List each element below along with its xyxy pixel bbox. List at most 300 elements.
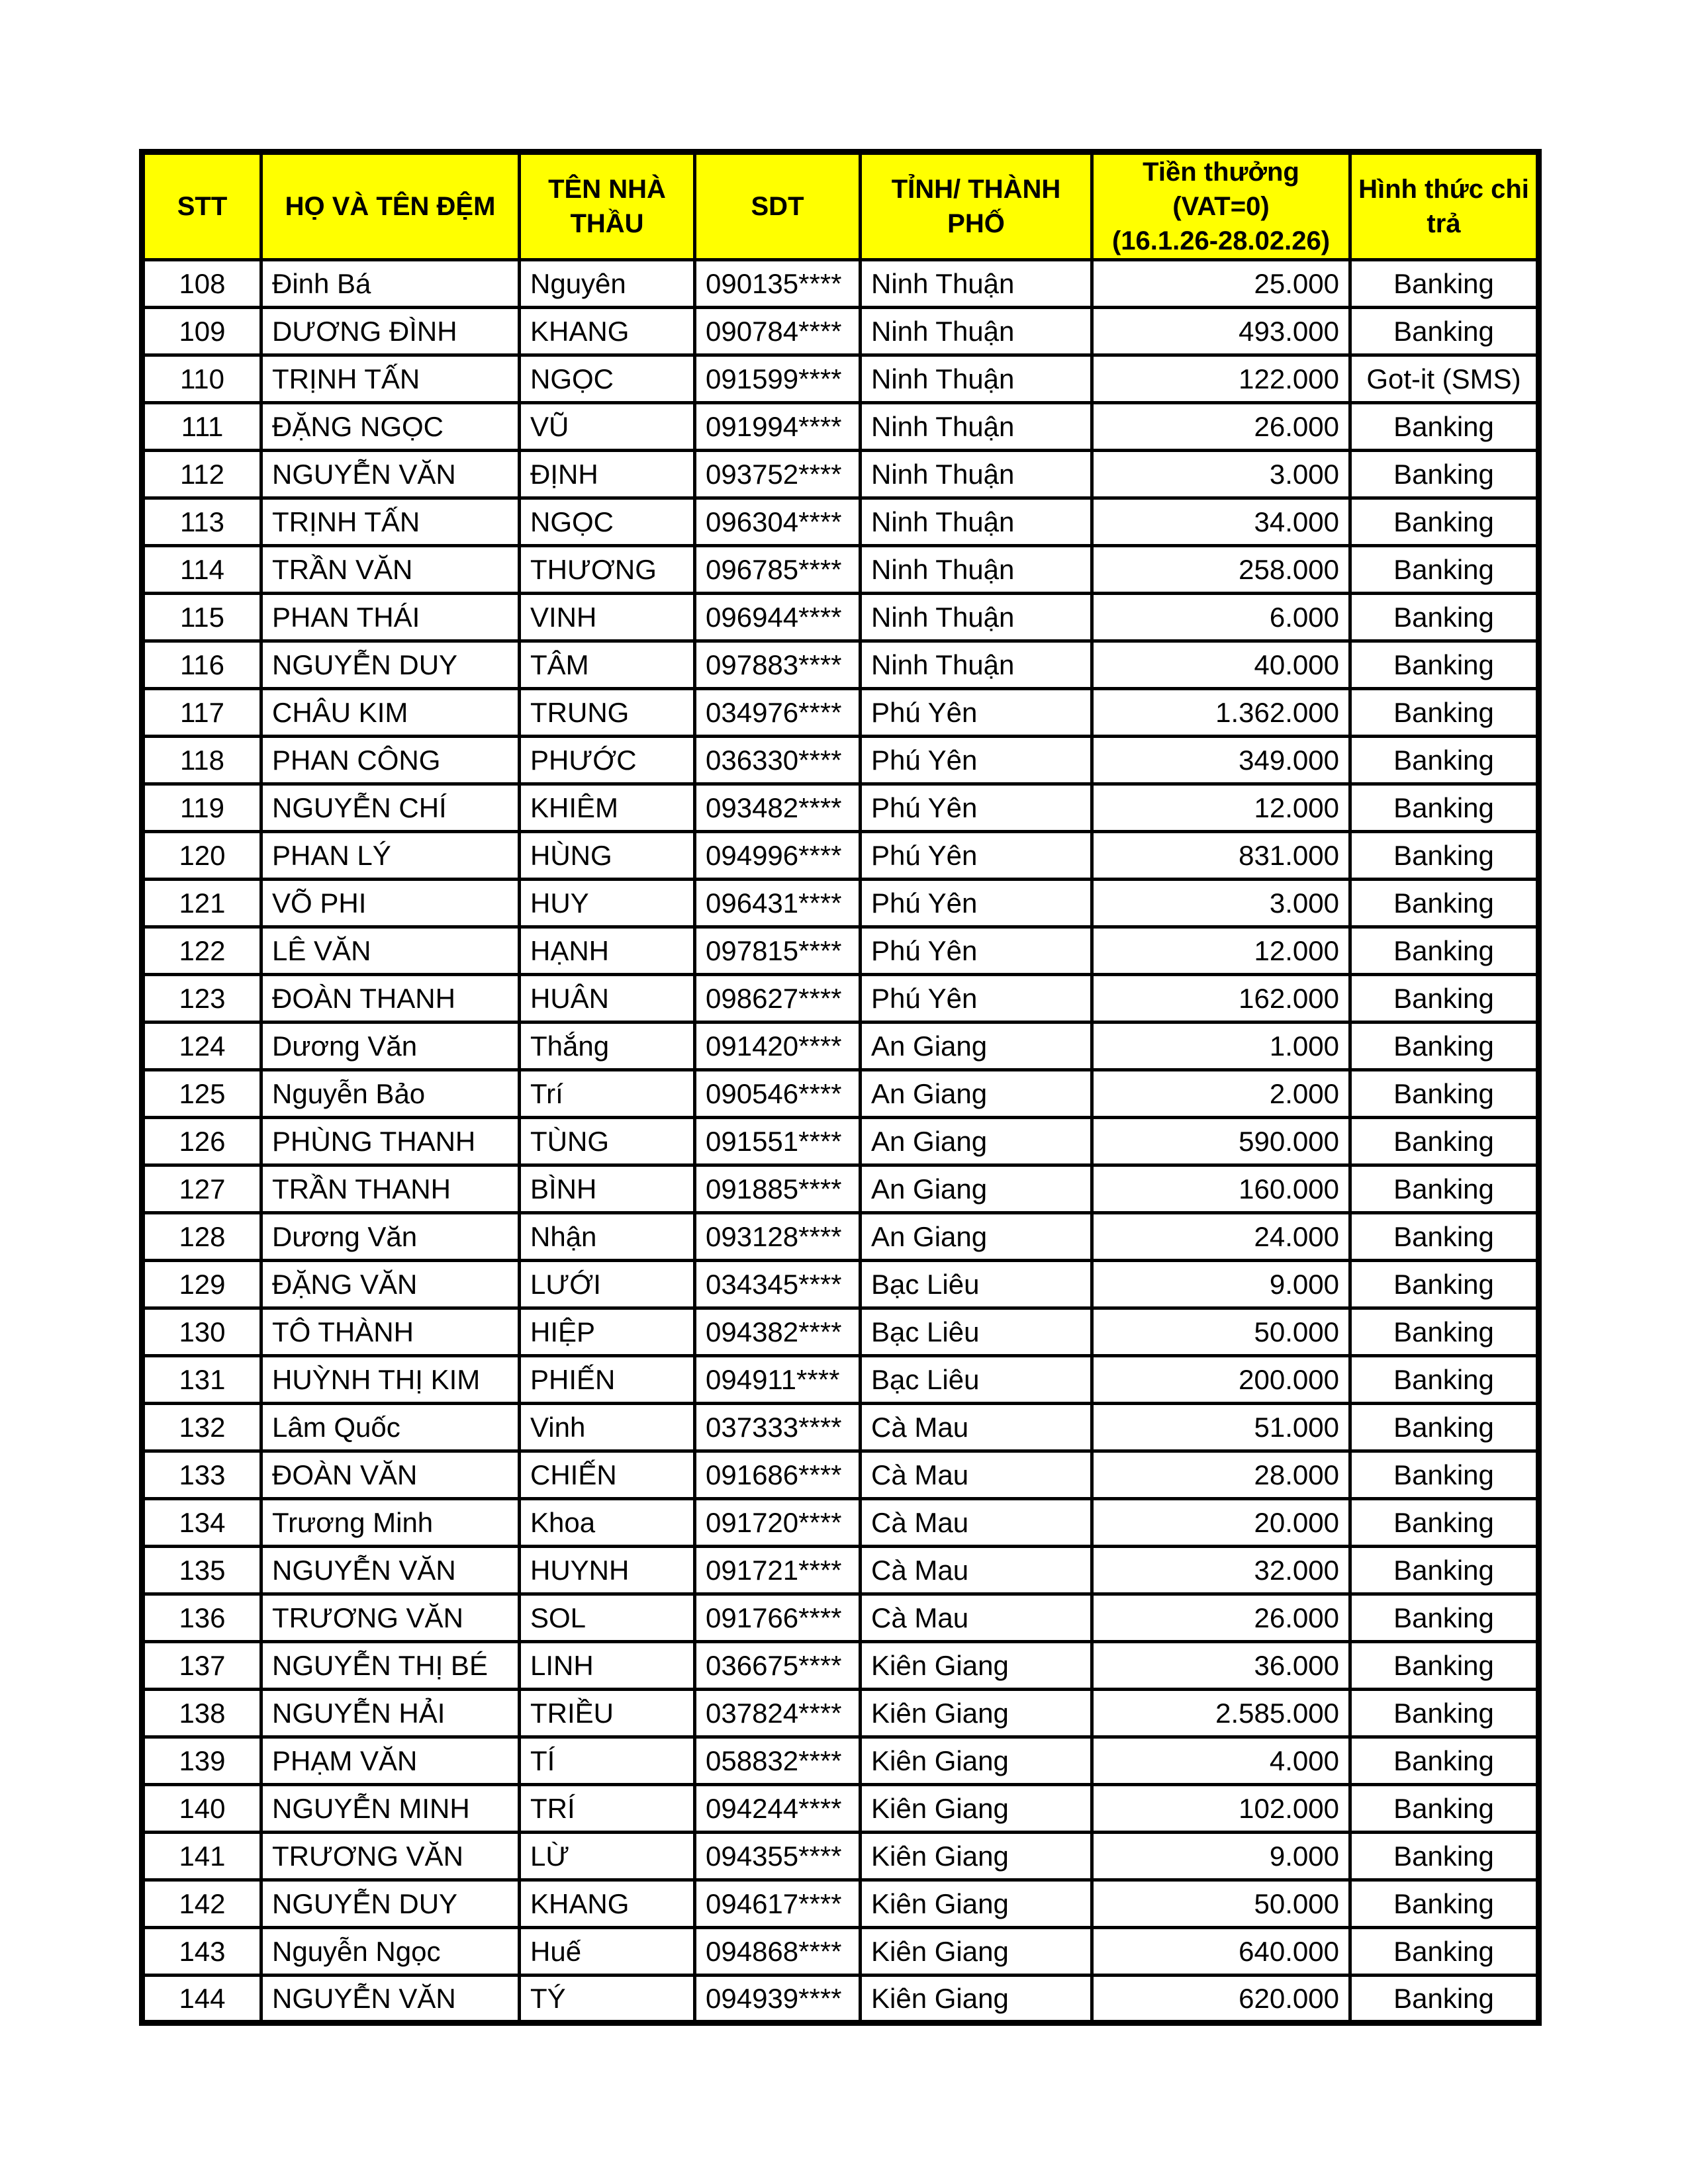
cell-ten-nha-thau: LINH bbox=[520, 1642, 695, 1690]
header-row bbox=[142, 152, 1539, 260]
cell-ho-va-ten-dem: TÔ THÀNH bbox=[261, 1308, 520, 1356]
table-row bbox=[142, 355, 1539, 403]
cell-stt: 117 bbox=[142, 689, 261, 737]
cell-sdt: 096431**** bbox=[695, 880, 861, 927]
cell-tien-thuong: 160.000 bbox=[1092, 1165, 1350, 1213]
cell-stt: 127 bbox=[142, 1165, 261, 1213]
cell-stt: 134 bbox=[142, 1499, 261, 1547]
table-row bbox=[142, 1547, 1539, 1594]
cell-stt: 137 bbox=[142, 1642, 261, 1690]
cell-tien-thuong: 36.000 bbox=[1092, 1642, 1350, 1690]
table-row bbox=[142, 1165, 1539, 1213]
cell-ten-nha-thau: HẠNH bbox=[520, 927, 695, 975]
cell-ho-va-ten-dem: NGUYỄN VĂN bbox=[261, 1976, 520, 2023]
table-row bbox=[142, 1499, 1539, 1547]
cell-stt: 125 bbox=[142, 1070, 261, 1118]
prize-table bbox=[139, 149, 1542, 2026]
cell-hinh-thuc-chi-tra: Banking bbox=[1350, 403, 1539, 451]
cell-tinh-thanh-pho: Kiên Giang bbox=[861, 1690, 1092, 1737]
cell-hinh-thuc-chi-tra: Banking bbox=[1350, 546, 1539, 594]
cell-tinh-thanh-pho: Ninh Thuận bbox=[861, 308, 1092, 355]
cell-hinh-thuc-chi-tra: Banking bbox=[1350, 1928, 1539, 1976]
cell-ten-nha-thau: PHIẾN bbox=[520, 1356, 695, 1404]
cell-sdt: 097883**** bbox=[695, 641, 861, 689]
cell-sdt: 094996**** bbox=[695, 832, 861, 880]
cell-hinh-thuc-chi-tra: Banking bbox=[1350, 1690, 1539, 1737]
cell-tien-thuong: 9.000 bbox=[1092, 1833, 1350, 1880]
cell-stt: 120 bbox=[142, 832, 261, 880]
cell-sdt: 091720**** bbox=[695, 1499, 861, 1547]
cell-sdt: 094617**** bbox=[695, 1880, 861, 1928]
table-row bbox=[142, 1690, 1539, 1737]
table-row bbox=[142, 451, 1539, 498]
cell-sdt: 091686**** bbox=[695, 1451, 861, 1499]
cell-tien-thuong: 32.000 bbox=[1092, 1547, 1350, 1594]
table-row bbox=[142, 498, 1539, 546]
cell-hinh-thuc-chi-tra: Banking bbox=[1350, 1880, 1539, 1928]
cell-hinh-thuc-chi-tra: Banking bbox=[1350, 1833, 1539, 1880]
cell-ten-nha-thau: TÍ bbox=[520, 1737, 695, 1785]
cell-tinh-thanh-pho: Cà Mau bbox=[861, 1547, 1092, 1594]
table-row bbox=[142, 784, 1539, 832]
cell-tinh-thanh-pho: Cà Mau bbox=[861, 1451, 1092, 1499]
cell-tinh-thanh-pho: Kiên Giang bbox=[861, 1880, 1092, 1928]
cell-ten-nha-thau: THƯƠNG bbox=[520, 546, 695, 594]
cell-tien-thuong: 12.000 bbox=[1092, 784, 1350, 832]
cell-hinh-thuc-chi-tra: Banking bbox=[1350, 641, 1539, 689]
table-row bbox=[142, 641, 1539, 689]
table-row bbox=[142, 1213, 1539, 1261]
cell-hinh-thuc-chi-tra: Banking bbox=[1350, 1737, 1539, 1785]
cell-tinh-thanh-pho: Phú Yên bbox=[861, 737, 1092, 784]
cell-stt: 109 bbox=[142, 308, 261, 355]
cell-ho-va-ten-dem: Nguyễn Ngọc bbox=[261, 1928, 520, 1976]
cell-sdt: 091420**** bbox=[695, 1023, 861, 1070]
table-row bbox=[142, 832, 1539, 880]
cell-tinh-thanh-pho: Phú Yên bbox=[861, 880, 1092, 927]
table-row bbox=[142, 880, 1539, 927]
table-row bbox=[142, 1023, 1539, 1070]
header-sdt: SDT bbox=[695, 152, 861, 260]
cell-sdt: 094244**** bbox=[695, 1785, 861, 1833]
cell-ho-va-ten-dem: HUỲNH THỊ KIM bbox=[261, 1356, 520, 1404]
cell-hinh-thuc-chi-tra: Banking bbox=[1350, 975, 1539, 1023]
cell-sdt: 093482**** bbox=[695, 784, 861, 832]
cell-hinh-thuc-chi-tra: Banking bbox=[1350, 594, 1539, 641]
cell-ho-va-ten-dem: ĐẶNG VĂN bbox=[261, 1261, 520, 1308]
cell-stt: 115 bbox=[142, 594, 261, 641]
cell-sdt: 091885**** bbox=[695, 1165, 861, 1213]
cell-sdt: 094868**** bbox=[695, 1928, 861, 1976]
cell-tien-thuong: 620.000 bbox=[1092, 1976, 1350, 2023]
cell-ten-nha-thau: Nguyên bbox=[520, 260, 695, 308]
cell-tinh-thanh-pho: Ninh Thuận bbox=[861, 403, 1092, 451]
cell-tien-thuong: 349.000 bbox=[1092, 737, 1350, 784]
cell-sdt: 094939**** bbox=[695, 1976, 861, 2023]
cell-hinh-thuc-chi-tra: Banking bbox=[1350, 1261, 1539, 1308]
cell-hinh-thuc-chi-tra: Banking bbox=[1350, 308, 1539, 355]
cell-stt: 135 bbox=[142, 1547, 261, 1594]
cell-tien-thuong: 20.000 bbox=[1092, 1499, 1350, 1547]
table-row bbox=[142, 1261, 1539, 1308]
header-hinh-thuc-chi-tra: Hình thức chi trả bbox=[1350, 152, 1539, 260]
cell-tien-thuong: 590.000 bbox=[1092, 1118, 1350, 1165]
cell-ten-nha-thau: KHANG bbox=[520, 308, 695, 355]
table-row bbox=[142, 927, 1539, 975]
cell-tinh-thanh-pho: Ninh Thuận bbox=[861, 498, 1092, 546]
cell-sdt: 098627**** bbox=[695, 975, 861, 1023]
cell-ten-nha-thau: HÙNG bbox=[520, 832, 695, 880]
cell-sdt: 097815**** bbox=[695, 927, 861, 975]
cell-tinh-thanh-pho: Kiên Giang bbox=[861, 1737, 1092, 1785]
cell-ten-nha-thau: VŨ bbox=[520, 403, 695, 451]
cell-ten-nha-thau: HUY bbox=[520, 880, 695, 927]
cell-tien-thuong: 50.000 bbox=[1092, 1880, 1350, 1928]
table-row bbox=[142, 689, 1539, 737]
cell-tien-thuong: 2.000 bbox=[1092, 1070, 1350, 1118]
cell-sdt: 036330**** bbox=[695, 737, 861, 784]
cell-hinh-thuc-chi-tra: Banking bbox=[1350, 1499, 1539, 1547]
cell-stt: 123 bbox=[142, 975, 261, 1023]
table-body bbox=[142, 260, 1539, 2023]
cell-ho-va-ten-dem: LÊ VĂN bbox=[261, 927, 520, 975]
cell-hinh-thuc-chi-tra: Banking bbox=[1350, 784, 1539, 832]
cell-tinh-thanh-pho: Phú Yên bbox=[861, 689, 1092, 737]
cell-tinh-thanh-pho: An Giang bbox=[861, 1165, 1092, 1213]
cell-tinh-thanh-pho: Cà Mau bbox=[861, 1404, 1092, 1451]
cell-stt: 142 bbox=[142, 1880, 261, 1928]
cell-ten-nha-thau: Trí bbox=[520, 1070, 695, 1118]
table-row bbox=[142, 1880, 1539, 1928]
cell-hinh-thuc-chi-tra: Banking bbox=[1350, 1213, 1539, 1261]
cell-ho-va-ten-dem: NGUYỄN VĂN bbox=[261, 1547, 520, 1594]
cell-ho-va-ten-dem: Trương Minh bbox=[261, 1499, 520, 1547]
cell-hinh-thuc-chi-tra: Banking bbox=[1350, 832, 1539, 880]
cell-hinh-thuc-chi-tra: Banking bbox=[1350, 737, 1539, 784]
cell-stt: 118 bbox=[142, 737, 261, 784]
cell-sdt: 091721**** bbox=[695, 1547, 861, 1594]
cell-tien-thuong: 12.000 bbox=[1092, 927, 1350, 975]
cell-stt: 112 bbox=[142, 451, 261, 498]
table-row bbox=[142, 1928, 1539, 1976]
cell-stt: 136 bbox=[142, 1594, 261, 1642]
cell-tinh-thanh-pho: Ninh Thuận bbox=[861, 546, 1092, 594]
cell-ten-nha-thau: LƯỚI bbox=[520, 1261, 695, 1308]
cell-tinh-thanh-pho: Kiên Giang bbox=[861, 1976, 1092, 2023]
cell-ho-va-ten-dem: NGUYỄN HẢI bbox=[261, 1690, 520, 1737]
cell-ten-nha-thau: Huế bbox=[520, 1928, 695, 1976]
cell-tien-thuong: 3.000 bbox=[1092, 880, 1350, 927]
cell-ten-nha-thau: TRIỀU bbox=[520, 1690, 695, 1737]
cell-stt: 128 bbox=[142, 1213, 261, 1261]
cell-tien-thuong: 102.000 bbox=[1092, 1785, 1350, 1833]
cell-tien-thuong: 200.000 bbox=[1092, 1356, 1350, 1404]
cell-ten-nha-thau: HUYNH bbox=[520, 1547, 695, 1594]
cell-hinh-thuc-chi-tra: Banking bbox=[1350, 1547, 1539, 1594]
cell-ho-va-ten-dem: PHAN LÝ bbox=[261, 832, 520, 880]
cell-stt: 124 bbox=[142, 1023, 261, 1070]
cell-stt: 108 bbox=[142, 260, 261, 308]
cell-ho-va-ten-dem: NGUYỄN DUY bbox=[261, 641, 520, 689]
cell-tinh-thanh-pho: Phú Yên bbox=[861, 927, 1092, 975]
cell-ho-va-ten-dem: TRỊNH TẤN bbox=[261, 498, 520, 546]
cell-tinh-thanh-pho: An Giang bbox=[861, 1118, 1092, 1165]
cell-hinh-thuc-chi-tra: Banking bbox=[1350, 498, 1539, 546]
cell-sdt: 091994**** bbox=[695, 403, 861, 451]
cell-tinh-thanh-pho: Kiên Giang bbox=[861, 1928, 1092, 1976]
cell-stt: 130 bbox=[142, 1308, 261, 1356]
cell-sdt: 091766**** bbox=[695, 1594, 861, 1642]
cell-ho-va-ten-dem: TRẦN THANH bbox=[261, 1165, 520, 1213]
cell-tien-thuong: 1.362.000 bbox=[1092, 689, 1350, 737]
cell-ho-va-ten-dem: NGUYỄN CHÍ bbox=[261, 784, 520, 832]
cell-ten-nha-thau: Thắng bbox=[520, 1023, 695, 1070]
cell-sdt: 090546**** bbox=[695, 1070, 861, 1118]
cell-stt: 122 bbox=[142, 927, 261, 975]
cell-stt: 143 bbox=[142, 1928, 261, 1976]
cell-hinh-thuc-chi-tra: Banking bbox=[1350, 1642, 1539, 1690]
cell-tien-thuong: 51.000 bbox=[1092, 1404, 1350, 1451]
cell-sdt: 093128**** bbox=[695, 1213, 861, 1261]
header-stt: STT bbox=[142, 152, 261, 260]
cell-tien-thuong: 28.000 bbox=[1092, 1451, 1350, 1499]
table-row bbox=[142, 1833, 1539, 1880]
table-row bbox=[142, 1404, 1539, 1451]
cell-tien-thuong: 1.000 bbox=[1092, 1023, 1350, 1070]
cell-ten-nha-thau: CHIẾN bbox=[520, 1451, 695, 1499]
cell-ten-nha-thau: PHƯỚC bbox=[520, 737, 695, 784]
cell-ho-va-ten-dem: TRỊNH TẤN bbox=[261, 355, 520, 403]
table-row bbox=[142, 546, 1539, 594]
cell-tien-thuong: 3.000 bbox=[1092, 451, 1350, 498]
cell-sdt: 037824**** bbox=[695, 1690, 861, 1737]
cell-hinh-thuc-chi-tra: Banking bbox=[1350, 1356, 1539, 1404]
cell-sdt: 034976**** bbox=[695, 689, 861, 737]
cell-tinh-thanh-pho: Cà Mau bbox=[861, 1499, 1092, 1547]
cell-ho-va-ten-dem: NGUYỄN DUY bbox=[261, 1880, 520, 1928]
cell-tien-thuong: 26.000 bbox=[1092, 403, 1350, 451]
cell-ten-nha-thau: HIỆP bbox=[520, 1308, 695, 1356]
cell-tien-thuong: 50.000 bbox=[1092, 1308, 1350, 1356]
cell-ho-va-ten-dem: Dương Văn bbox=[261, 1023, 520, 1070]
cell-stt: 144 bbox=[142, 1976, 261, 2023]
cell-stt: 121 bbox=[142, 880, 261, 927]
cell-ten-nha-thau: TÝ bbox=[520, 1976, 695, 2023]
cell-stt: 110 bbox=[142, 355, 261, 403]
cell-ho-va-ten-dem: PHAN CÔNG bbox=[261, 737, 520, 784]
cell-tinh-thanh-pho: Ninh Thuận bbox=[861, 641, 1092, 689]
cell-tinh-thanh-pho: Bạc Liêu bbox=[861, 1356, 1092, 1404]
cell-tien-thuong: 34.000 bbox=[1092, 498, 1350, 546]
cell-sdt: 091551**** bbox=[695, 1118, 861, 1165]
cell-ten-nha-thau: ĐỊNH bbox=[520, 451, 695, 498]
header-tien-thuong bbox=[1092, 152, 1350, 260]
cell-hinh-thuc-chi-tra: Banking bbox=[1350, 260, 1539, 308]
cell-ho-va-ten-dem: TRƯƠNG VĂN bbox=[261, 1594, 520, 1642]
cell-ten-nha-thau: SOL bbox=[520, 1594, 695, 1642]
cell-sdt: 037333**** bbox=[695, 1404, 861, 1451]
cell-ho-va-ten-dem: VÕ PHI bbox=[261, 880, 520, 927]
cell-sdt: 058832**** bbox=[695, 1737, 861, 1785]
cell-hinh-thuc-chi-tra: Banking bbox=[1350, 880, 1539, 927]
cell-stt: 119 bbox=[142, 784, 261, 832]
cell-ho-va-ten-dem: NGUYỄN MINH bbox=[261, 1785, 520, 1833]
cell-sdt: 090784**** bbox=[695, 308, 861, 355]
cell-tien-thuong: 2.585.000 bbox=[1092, 1690, 1350, 1737]
cell-hinh-thuc-chi-tra: Banking bbox=[1350, 1070, 1539, 1118]
cell-hinh-thuc-chi-tra: Banking bbox=[1350, 1308, 1539, 1356]
table-row bbox=[142, 1737, 1539, 1785]
cell-ho-va-ten-dem: CHÂU KIM bbox=[261, 689, 520, 737]
cell-sdt: 091599**** bbox=[695, 355, 861, 403]
header-ho-va-ten-dem: HỌ VÀ TÊN ĐỆM bbox=[261, 152, 520, 260]
cell-ho-va-ten-dem: NGUYỄN VĂN bbox=[261, 451, 520, 498]
cell-ho-va-ten-dem: Nguyễn Bảo bbox=[261, 1070, 520, 1118]
cell-tien-thuong: 493.000 bbox=[1092, 308, 1350, 355]
cell-tien-thuong: 24.000 bbox=[1092, 1213, 1350, 1261]
cell-tien-thuong: 258.000 bbox=[1092, 546, 1350, 594]
cell-tinh-thanh-pho: Cà Mau bbox=[861, 1594, 1092, 1642]
table-row bbox=[142, 975, 1539, 1023]
cell-ten-nha-thau: TRÍ bbox=[520, 1785, 695, 1833]
cell-tien-thuong: 9.000 bbox=[1092, 1261, 1350, 1308]
table-row bbox=[142, 308, 1539, 355]
cell-tinh-thanh-pho: Bạc Liêu bbox=[861, 1308, 1092, 1356]
cell-ho-va-ten-dem: PHÙNG THANH bbox=[261, 1118, 520, 1165]
cell-ten-nha-thau: KHIÊM bbox=[520, 784, 695, 832]
cell-ho-va-ten-dem: Lâm Quốc bbox=[261, 1404, 520, 1451]
cell-ho-va-ten-dem: NGUYỄN THỊ BÉ bbox=[261, 1642, 520, 1690]
cell-tinh-thanh-pho: Phú Yên bbox=[861, 784, 1092, 832]
cell-ho-va-ten-dem: TRƯƠNG VĂN bbox=[261, 1833, 520, 1880]
cell-sdt: 096944**** bbox=[695, 594, 861, 641]
cell-tinh-thanh-pho: An Giang bbox=[861, 1023, 1092, 1070]
table-row bbox=[142, 1356, 1539, 1404]
cell-tien-thuong: 162.000 bbox=[1092, 975, 1350, 1023]
cell-tinh-thanh-pho: Kiên Giang bbox=[861, 1833, 1092, 1880]
cell-tinh-thanh-pho: Phú Yên bbox=[861, 975, 1092, 1023]
cell-tien-thuong: 6.000 bbox=[1092, 594, 1350, 641]
cell-ho-va-ten-dem: PHẠM VĂN bbox=[261, 1737, 520, 1785]
cell-stt: 131 bbox=[142, 1356, 261, 1404]
cell-tinh-thanh-pho: Kiên Giang bbox=[861, 1785, 1092, 1833]
cell-hinh-thuc-chi-tra: Banking bbox=[1350, 1023, 1539, 1070]
cell-hinh-thuc-chi-tra: Banking bbox=[1350, 1976, 1539, 2023]
header-tien-thuong-line2: (16.1.26-28.02.26) bbox=[1111, 226, 1331, 255]
cell-ho-va-ten-dem: ĐOÀN THANH bbox=[261, 975, 520, 1023]
cell-ho-va-ten-dem: DƯƠNG ĐÌNH bbox=[261, 308, 520, 355]
cell-tinh-thanh-pho: An Giang bbox=[861, 1213, 1092, 1261]
cell-ten-nha-thau: KHANG bbox=[520, 1880, 695, 1928]
cell-ten-nha-thau: BÌNH bbox=[520, 1165, 695, 1213]
cell-ten-nha-thau: VINH bbox=[520, 594, 695, 641]
cell-stt: 133 bbox=[142, 1451, 261, 1499]
cell-stt: 139 bbox=[142, 1737, 261, 1785]
cell-tien-thuong: 640.000 bbox=[1092, 1928, 1350, 1976]
cell-hinh-thuc-chi-tra: Banking bbox=[1350, 1118, 1539, 1165]
cell-tinh-thanh-pho: Ninh Thuận bbox=[861, 260, 1092, 308]
cell-hinh-thuc-chi-tra: Banking bbox=[1350, 451, 1539, 498]
cell-ho-va-ten-dem: ĐẶNG NGỌC bbox=[261, 403, 520, 451]
cell-stt: 129 bbox=[142, 1261, 261, 1308]
table-row bbox=[142, 1594, 1539, 1642]
cell-hinh-thuc-chi-tra: Banking bbox=[1350, 1404, 1539, 1451]
cell-sdt: 096304**** bbox=[695, 498, 861, 546]
cell-ten-nha-thau: NGỌC bbox=[520, 498, 695, 546]
cell-tien-thuong: 25.000 bbox=[1092, 260, 1350, 308]
cell-stt: 141 bbox=[142, 1833, 261, 1880]
cell-ho-va-ten-dem: PHAN THÁI bbox=[261, 594, 520, 641]
table-row bbox=[142, 1451, 1539, 1499]
cell-stt: 140 bbox=[142, 1785, 261, 1833]
header-tinh-thanh-pho: TỈNH/ THÀNH PHỐ bbox=[861, 152, 1092, 260]
cell-tinh-thanh-pho: Bạc Liêu bbox=[861, 1261, 1092, 1308]
cell-tinh-thanh-pho: An Giang bbox=[861, 1070, 1092, 1118]
table-row bbox=[142, 1308, 1539, 1356]
header-tien-thuong-line1: Tiền thưởng (VAT=0) bbox=[1143, 158, 1299, 221]
cell-sdt: 094911**** bbox=[695, 1356, 861, 1404]
cell-stt: 116 bbox=[142, 641, 261, 689]
cell-sdt: 093752**** bbox=[695, 451, 861, 498]
table-header bbox=[142, 152, 1539, 260]
cell-stt: 114 bbox=[142, 546, 261, 594]
cell-sdt: 036675**** bbox=[695, 1642, 861, 1690]
cell-sdt: 034345**** bbox=[695, 1261, 861, 1308]
cell-tinh-thanh-pho: Ninh Thuận bbox=[861, 355, 1092, 403]
cell-tien-thuong: 831.000 bbox=[1092, 832, 1350, 880]
table-row bbox=[142, 260, 1539, 308]
cell-ho-va-ten-dem: TRẦN VĂN bbox=[261, 546, 520, 594]
table-row bbox=[142, 737, 1539, 784]
cell-ho-va-ten-dem: ĐOÀN VĂN bbox=[261, 1451, 520, 1499]
cell-sdt: 094355**** bbox=[695, 1833, 861, 1880]
cell-ten-nha-thau: Khoa bbox=[520, 1499, 695, 1547]
cell-sdt: 094382**** bbox=[695, 1308, 861, 1356]
cell-stt: 111 bbox=[142, 403, 261, 451]
cell-hinh-thuc-chi-tra: Banking bbox=[1350, 1785, 1539, 1833]
cell-hinh-thuc-chi-tra: Banking bbox=[1350, 1594, 1539, 1642]
cell-ten-nha-thau: Vinh bbox=[520, 1404, 695, 1451]
cell-hinh-thuc-chi-tra: Banking bbox=[1350, 1451, 1539, 1499]
cell-tinh-thanh-pho: Ninh Thuận bbox=[861, 594, 1092, 641]
cell-sdt: 090135**** bbox=[695, 260, 861, 308]
cell-tien-thuong: 40.000 bbox=[1092, 641, 1350, 689]
cell-tien-thuong: 26.000 bbox=[1092, 1594, 1350, 1642]
table-row bbox=[142, 1642, 1539, 1690]
cell-ten-nha-thau: TÙNG bbox=[520, 1118, 695, 1165]
cell-stt: 113 bbox=[142, 498, 261, 546]
table-row bbox=[142, 403, 1539, 451]
cell-tinh-thanh-pho: Kiên Giang bbox=[861, 1642, 1092, 1690]
table-row bbox=[142, 1976, 1539, 2023]
cell-stt: 126 bbox=[142, 1118, 261, 1165]
cell-ten-nha-thau: TÂM bbox=[520, 641, 695, 689]
cell-tien-thuong: 122.000 bbox=[1092, 355, 1350, 403]
cell-tinh-thanh-pho: Phú Yên bbox=[861, 832, 1092, 880]
cell-ten-nha-thau: LỪ bbox=[520, 1833, 695, 1880]
cell-ho-va-ten-dem: Dương Văn bbox=[261, 1213, 520, 1261]
cell-ho-va-ten-dem: Đinh Bá bbox=[261, 260, 520, 308]
cell-hinh-thuc-chi-tra: Got-it (SMS) bbox=[1350, 355, 1539, 403]
table-row bbox=[142, 1785, 1539, 1833]
cell-sdt: 096785**** bbox=[695, 546, 861, 594]
cell-hinh-thuc-chi-tra: Banking bbox=[1350, 689, 1539, 737]
cell-stt: 138 bbox=[142, 1690, 261, 1737]
table-row bbox=[142, 594, 1539, 641]
header-ten-nha-thau: TÊN NHÀ THẦU bbox=[520, 152, 695, 260]
table-row bbox=[142, 1118, 1539, 1165]
cell-stt: 132 bbox=[142, 1404, 261, 1451]
